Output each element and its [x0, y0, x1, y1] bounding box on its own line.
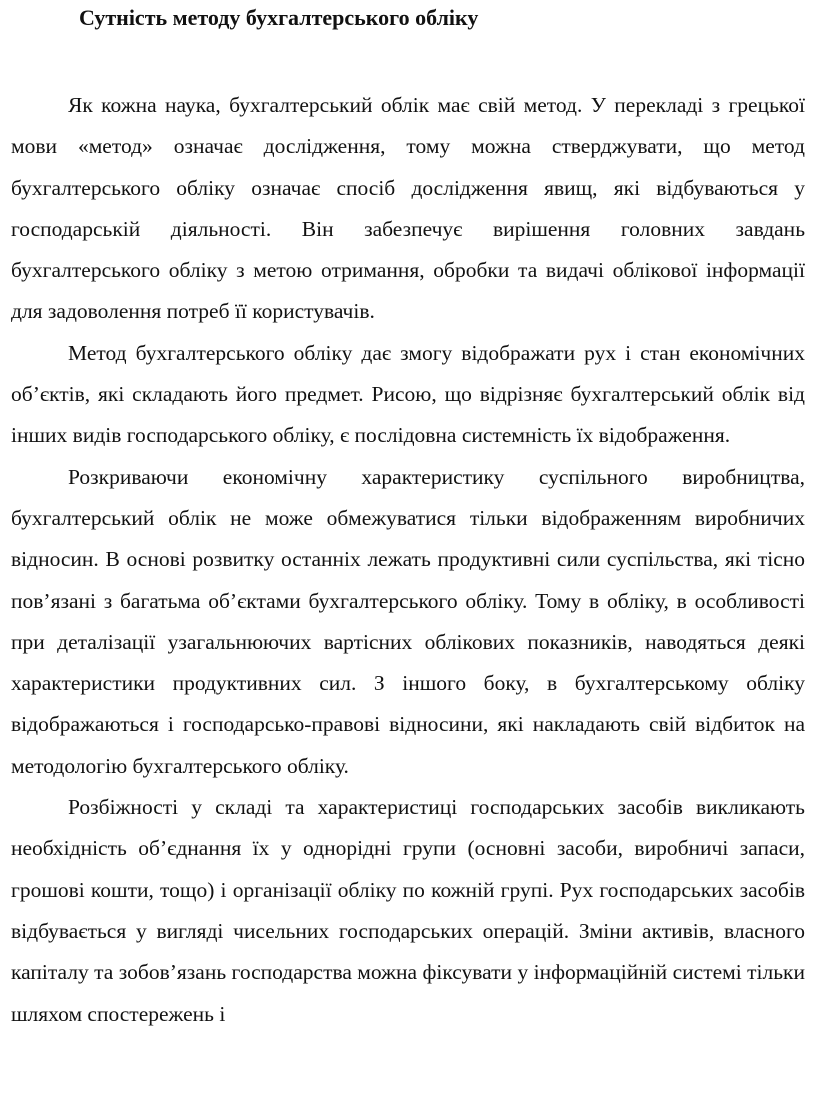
- document-title: Сутність методу бухгалтерського обліку: [79, 5, 479, 30]
- paragraph-2: Метод бухгалтерського обліку дає змогу відображати рух і стан економічних об’єктів, які складають його предмет. Рисою, що відрізняє бухгалтерський облік від інших видів господарського обліку, є послідовна системність їх відображення.: [11, 340, 805, 448]
- paragraph-3: Розкриваючи економічну характеристику суспільного виробництва, бухгалтерський облік не може обмежуватися тільки відображенням виробничих відносин. В основі розвитку останніх лежать продуктивні сили суспільства, які тісно пов’язані з багатьма об’єктами бухгалтерського обліку. Тому в обліку, в особливості при деталізації узагальнюючих вартісних облікових показників, наводяться деякі характеристики продуктивних сил. З іншого боку, в бухгалтерському обліку відображаються і господарсько-правові відносини, які накладають свій відбиток на методологію бухгалтерського обліку.: [11, 464, 805, 778]
- title-spacer: [11, 32, 805, 85]
- paragraph-4: Розбіжності у складі та характеристиці господарських засобів викликають необхідність об’єднання їх у однорідні групи (основні засоби, виробничі запаси, грошові кошти, тощо) і організації обліку по кожній групі. Рух господарських засобів відбувається у вигляді чисельних господарських операцій. Зміни активів, власного капіталу та зобов’язань господарства можна фіксувати у інформаційній системі тільки шляхом спостережень і: [11, 795, 805, 1026]
- paragraph-1: Як кожна наука, бухгалтерський облік має свій метод. У перекладі з грецької мови «метод» означає дослідження, тому можна стверджувати, що метод бухгалтерського обліку означає спосіб дослідження явищ, які відбуваються у господарській діяльності. Він забезпечує вирішення головних завдань бухгалтерського обліку з метою отримання, обробки та видачі облікової інформації для задоволення потреб її користувачів.: [11, 93, 805, 324]
